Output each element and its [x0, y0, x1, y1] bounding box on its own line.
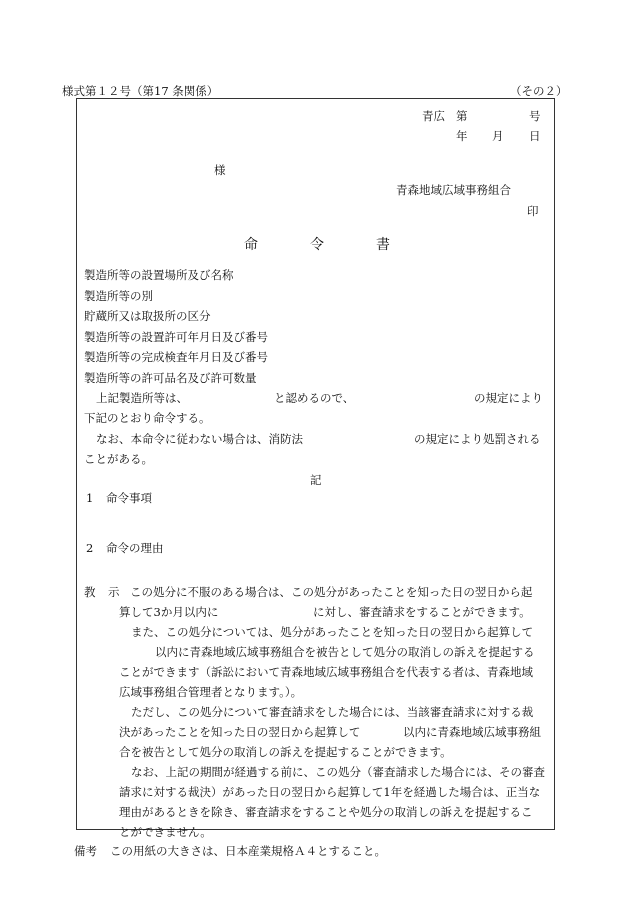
page-label: （その２） [510, 84, 568, 98]
kyoji-line-7: ただし、この処分について審査請求をした場合には、当該審査請求に対する裁 [131, 705, 534, 719]
addressee-sama: 様 [214, 163, 226, 177]
month-label: 月 [492, 129, 504, 143]
biko-label: 備考 [74, 844, 97, 858]
field-inspection-date: 製造所等の完成検査年月日及び番号 [84, 350, 268, 364]
dai-label: 第 [456, 109, 468, 123]
issuer-prefix: 青広 [422, 109, 445, 123]
kyoji-line-8b: 以内に青森地域広域事務組 [403, 725, 541, 739]
kyoji-line-8a: 決があったことを知った日の翌日から起算して [119, 725, 361, 739]
kyoji-line-3: また、この処分については、処分があったことを知った日の翌日から起算して [131, 625, 534, 639]
seal-mark: 印 [527, 204, 539, 218]
title-char-1: 命 [244, 237, 258, 253]
kyoji-line-13: とができません。 [119, 825, 212, 839]
kyoji-line-2b: に対し、審査請求をすることができます。 [313, 605, 531, 619]
field-permit-date: 製造所等の設置許可年月日及び番号 [84, 330, 268, 344]
go-label: 号 [529, 109, 541, 123]
body-p1d: 下記のとおり命令する。 [84, 411, 211, 425]
kyoji-line-2a: 算して3か月以内に [119, 605, 219, 619]
body-p2b: の規定により処罰される [414, 432, 541, 446]
body-p2a: なお、本命令に従わない場合は、消防法 [96, 432, 303, 446]
field-location: 製造所等の設置場所及び名称 [84, 268, 234, 282]
kyoji-line-10: なお、上記の期間が経過する前に、この処分（審査請求した場合には、その審査 [131, 765, 545, 779]
kyoji-line-4: 以内に青森地域広域事務組合を被告として処分の取消しの訴えを提起する [155, 645, 535, 659]
body-p1a: 上記製造所等は、 [96, 391, 188, 405]
year-label: 年 [456, 129, 468, 143]
paper-size-note: この用紙の大きさは、日本産業規格Ａ４とすること。 [110, 844, 386, 858]
organization-name: 青森地域広域事務組合 [396, 183, 511, 197]
kyoji-line-1: この処分に不服のある場合は、この処分があったことを知った日の翌日から起 [130, 585, 533, 599]
item2-label: 命令の理由 [106, 541, 164, 555]
kyoji-line-5: ことができます（訴訟において青森地域広域事務組合を代表する者は、青森地域 [119, 665, 533, 679]
form-number: 様式第１２号（第17 条関係） [62, 84, 219, 98]
kyoji-line-11: 請求に対する裁決）があった日の翌日から起算して1年を経過した場合は、正当な [119, 785, 541, 799]
field-type: 製造所等の別 [84, 289, 153, 303]
ki-label: 記 [310, 473, 322, 487]
item1-number: 1 [86, 491, 94, 505]
body-p1c: の規定により [474, 391, 543, 405]
kyoji-line-12: 理由があるときを除き、審査請求をすることや処分の取消しの訴えを提起するこ [119, 805, 533, 819]
kyoji-label-b: 示 [108, 585, 120, 599]
item1-label: 命令事項 [106, 491, 152, 505]
field-permitted-items: 製造所等の許可品名及び許可数量 [84, 371, 257, 385]
kyoji-line-9: 合を被告として処分の取消しの訴えを提起することができます。 [119, 745, 452, 759]
kyoji-label-a: 教 [84, 585, 96, 599]
item2-number: 2 [86, 541, 94, 555]
title-char-2: 令 [310, 237, 324, 253]
body-p1b: と認めるので、 [274, 391, 355, 405]
day-label: 日 [529, 129, 541, 143]
field-division: 貯蔵所又は取扱所の区分 [84, 309, 211, 323]
title-char-3: 書 [376, 237, 390, 253]
body-p2c: ことがある。 [84, 452, 153, 466]
kyoji-line-6: 広域事務組合管理者となります。）。 [119, 685, 303, 699]
